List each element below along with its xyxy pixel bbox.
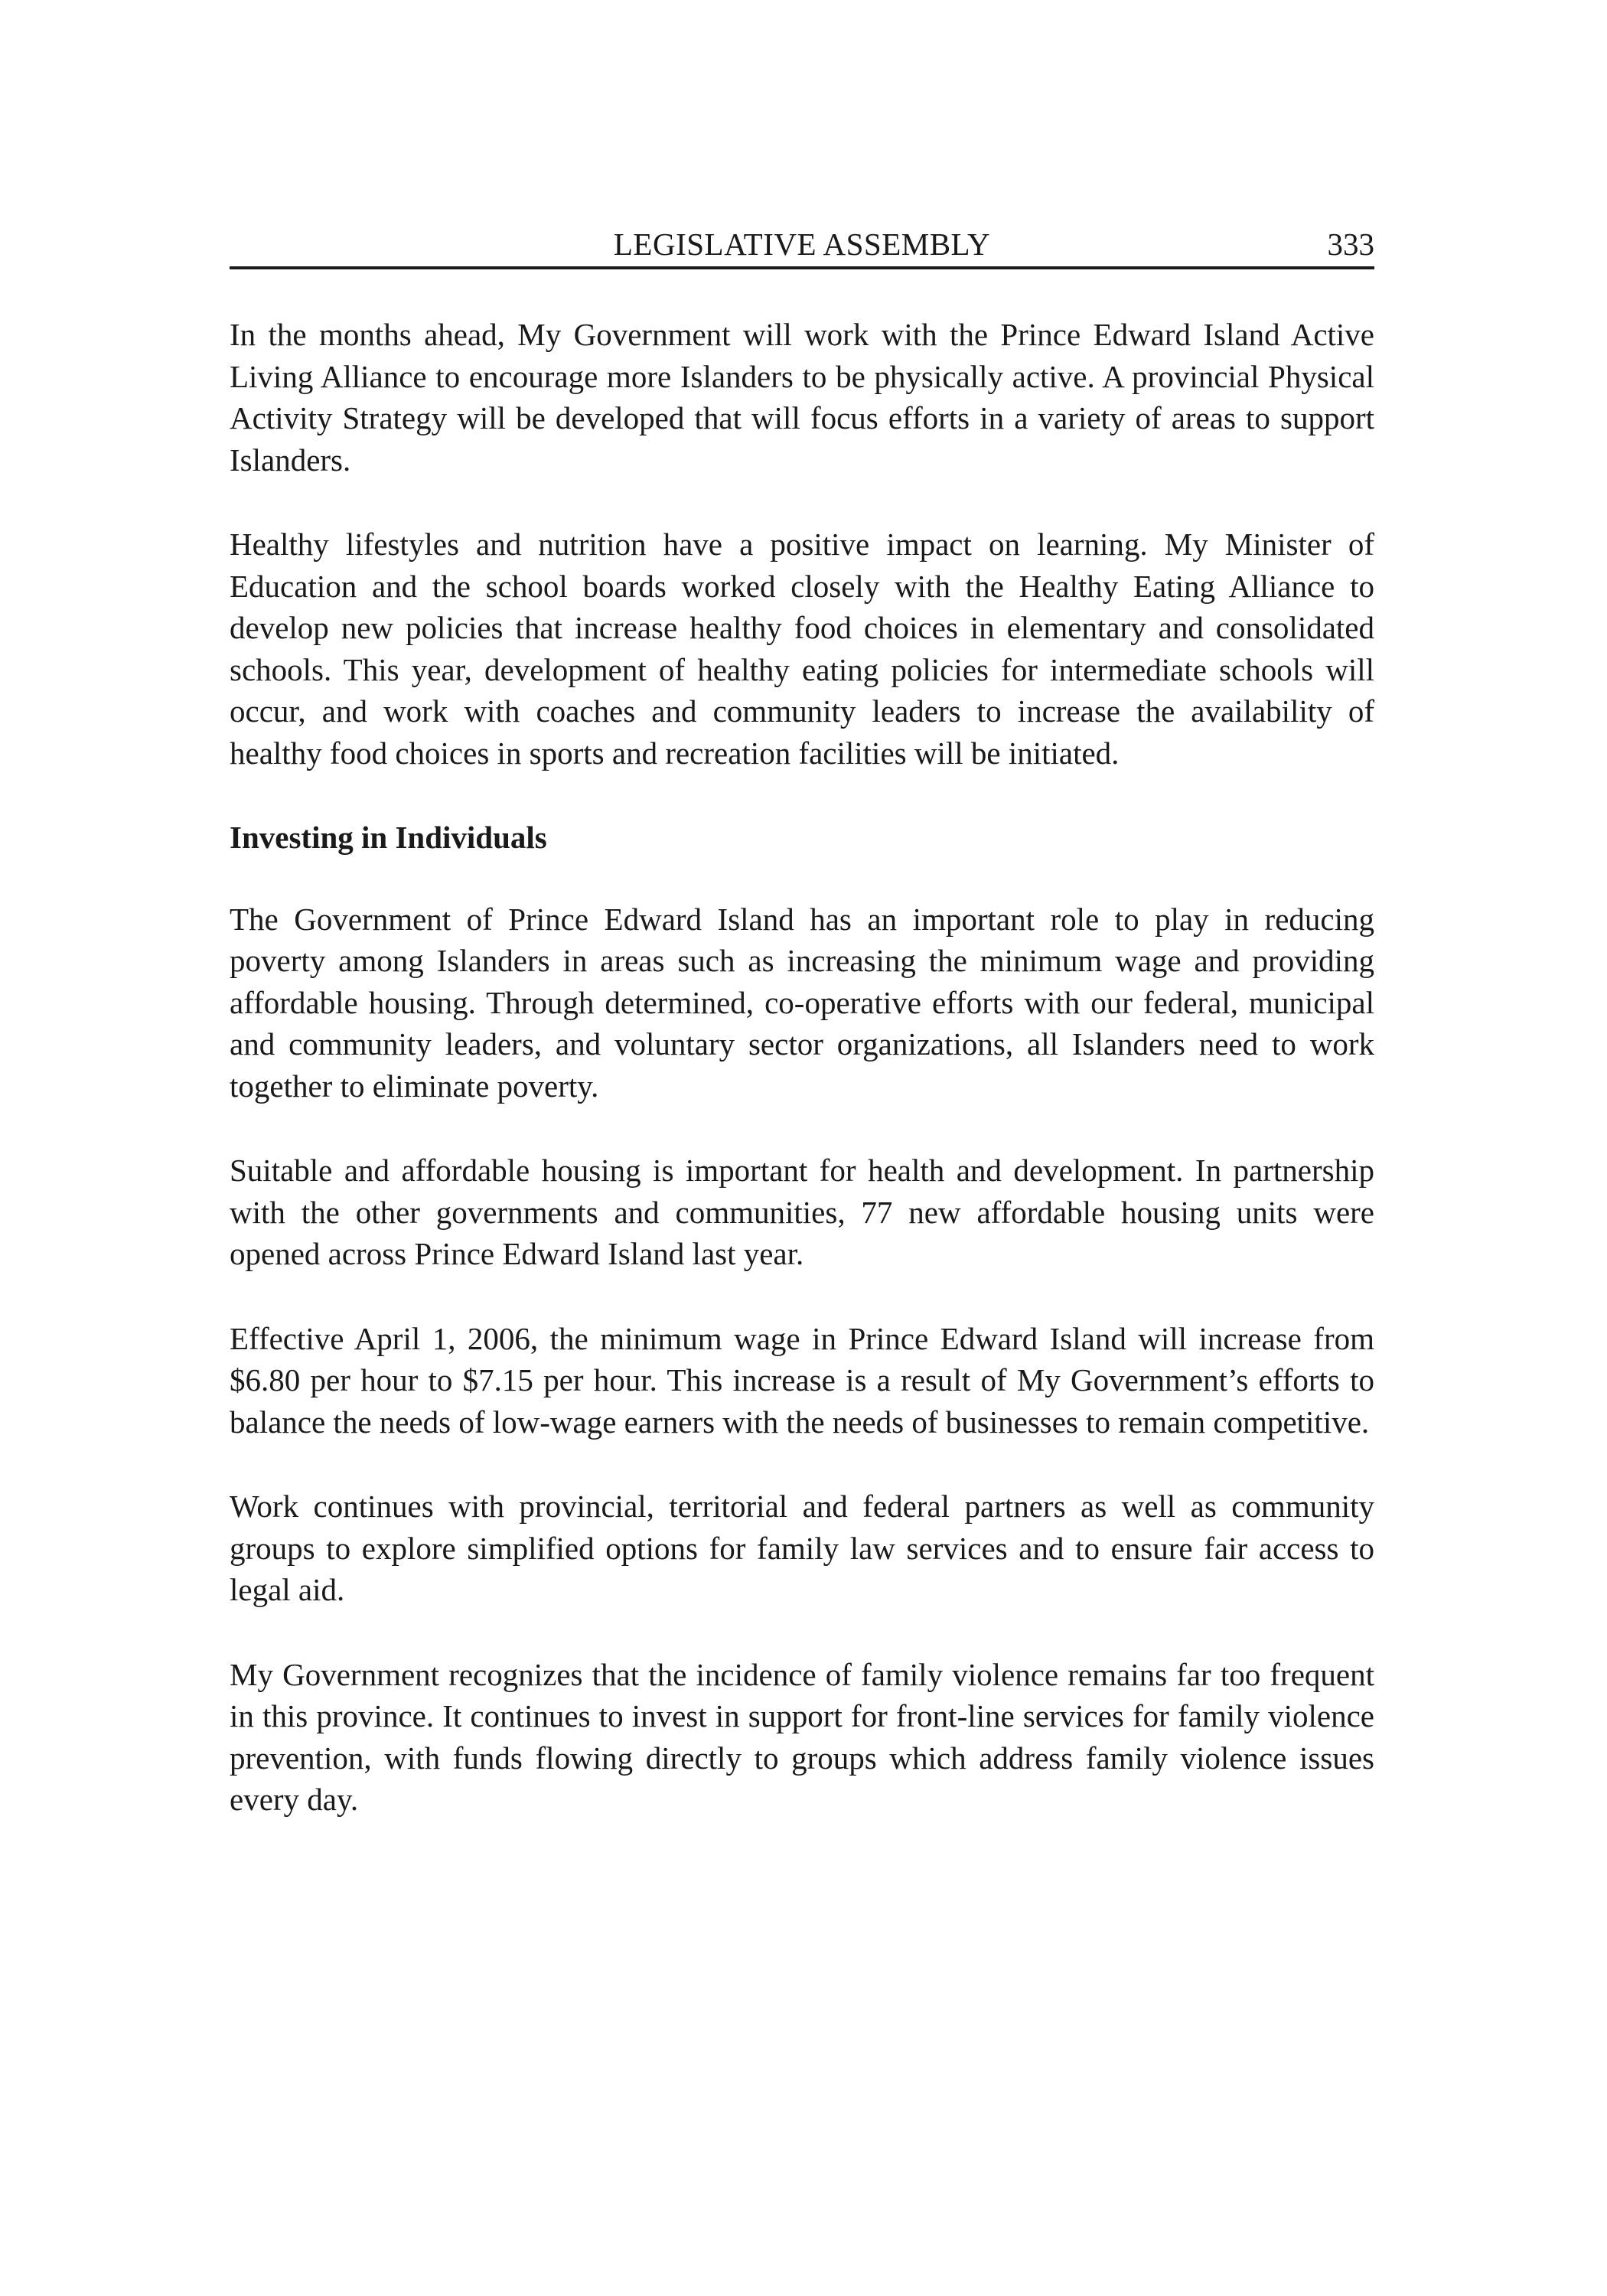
document-page: [230, 222, 1374, 1864]
page-number: 333: [1327, 227, 1374, 262]
running-header: [230, 222, 1374, 269]
section-heading: Investing in Individuals: [230, 820, 547, 855]
body-text: [230, 314, 1374, 1821]
header-title: LEGISLATIVE ASSEMBLY: [613, 227, 991, 262]
paragraph: The Government of Prince Edward Island has an important role to play in reducing poverty among Islanders in areas such as increasing the minimum wage and providing affordable housing. Through determined, co-operative efforts with our federal, municipal and community leaders, and voluntary sector organizations, all Islanders need to work together to eliminate poverty.: [230, 901, 1374, 1104]
paragraph: Work continues with provincial, territorial and federal partners as well as community groups to explore simplified options for family law services and to ensure fair access to legal aid.: [230, 1489, 1374, 1607]
paragraph: Healthy lifestyles and nutrition have a positive impact on learning. My Minister of Education and the school boards worked closely with the Healthy Eating Alliance to develop new policies that increase healthy food choices in elementary and consolidated schools. This year, development of healthy eating policies for intermediate schools will occur, and work with coaches and community leaders to increase the availability of healthy food choices in sports and recreation facilities will be initiated.: [230, 527, 1374, 771]
paragraph: My Government recognizes that the incidence of family violence remains far too frequent in this province. It continues to invest in support for front-line services for family violence prevention, with funds flowing directly to groups which address family violence issues every day.: [230, 1656, 1374, 1817]
paragraph: In the months ahead, My Government will work with the Prince Edward Island Active Living Alliance to encourage more Islanders to be physically active. A provincial Physical Activity Strategy will be developed that will focus efforts in a variety of areas to support Islanders.: [230, 317, 1374, 478]
paragraph: Suitable and affordable housing is important for health and development. In partnership with the other governments and communities, 77 new affordable housing units were opened across Prince Edward Island last year.: [230, 1153, 1374, 1271]
paragraph: Effective April 1, 2006, the minimum wage in Prince Edward Island will increase from $6.80 per hour to $7.15 per hour. This increase is a result of My Government’s efforts to balance the needs of low-wage earners with the needs of businesses to remain competitive.: [230, 1320, 1374, 1440]
